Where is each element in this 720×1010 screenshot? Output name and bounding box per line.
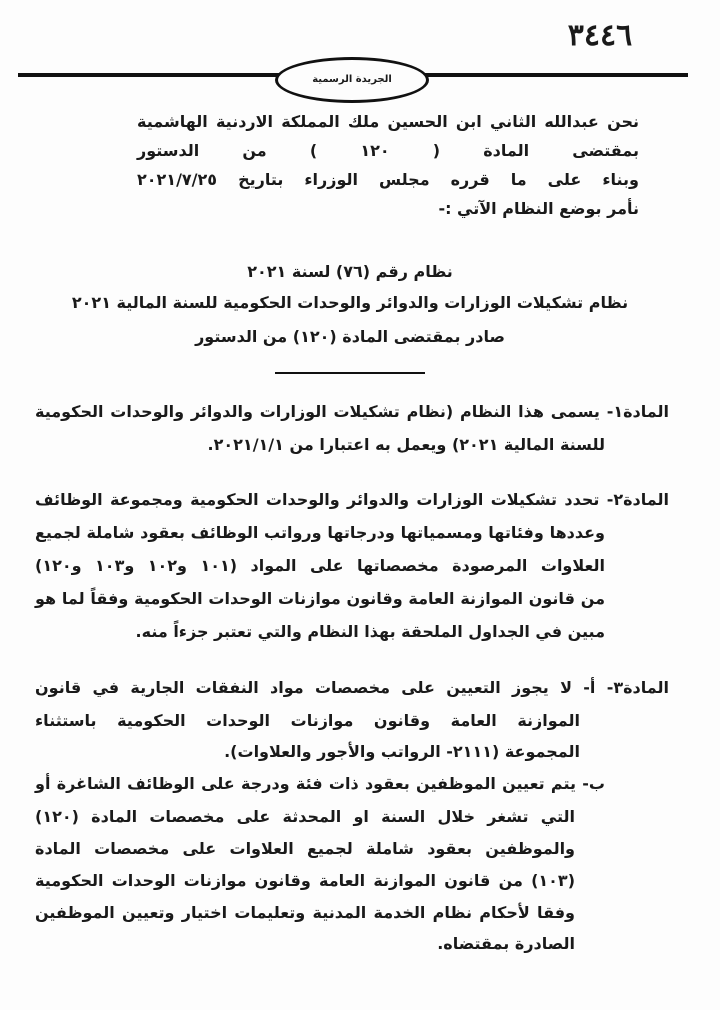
article-line: وفقا لأحكام نظام الخدمة المدنية وتعليمات اختيار وتعيين الموظفين: [35, 903, 575, 922]
preamble-line: وبناء على ما قرره مجلس الوزراء بتاريخ ٢٠٢١/٧/٢٥: [137, 170, 639, 189]
article-line: الموازنة العامة وقانون موازنات الوحدات الحكومية باستثناء: [35, 711, 580, 730]
article-line: العلاوات المرصودة مخصصاتها على المواد (١٠١ و١٠٢ و١٠٣ و١٢٠): [35, 556, 606, 575]
page-number: ٣٤٤٦: [567, 18, 633, 53]
gazette-label: الجريدة الرسمية: [275, 57, 429, 103]
preamble-line: بمقتضى المادة ( ١٢٠ ) من الدستور: [137, 141, 640, 160]
article-line: (١٠٣) من قانون الموازنة العامة وقانون موازنات الوحدات الحكومية: [35, 871, 575, 890]
article-line: المادة٢- تحدد تشكيلات الوزارات والدوائر والوحدات الحكومية ومجموعة الوظائف: [35, 490, 669, 509]
article-line: المادة٣- أ- لا يجوز التعيين على مخصصات مواد النفقات الجارية في قانون: [35, 678, 669, 697]
article-line: والموظفين بعقود شاملة لجميع العلاوات على مخصصات المادة: [35, 839, 575, 858]
article-line: المجموعة (٢١١١- الرواتب والأجور والعلاوات).: [224, 742, 580, 761]
article-line: للسنة المالية ٢٠٢١) ويعمل به اعتبارا من ٢٠٢١/١/١.: [207, 435, 605, 454]
preamble-line: نحن عبدالله الثاني ابن الحسين ملك المملكة الاردنية الهاشمية: [137, 112, 639, 131]
article-line: وعددها وفئاتها ومسمياتها ودرجاتها ورواتب الوظائف بعقود شاملة لجميع: [35, 523, 605, 542]
article-line: مبين في الجداول الملحقة بهذا النظام والتي تعتبر جزءاً منه.: [135, 622, 605, 641]
article-line: الصادرة بمقتضاه.: [437, 934, 575, 953]
article-line: التي تشغر خلال السنة او المحدثة على مخصصات المادة (١٢٠): [35, 807, 575, 826]
regulation-number: نظام رقم (٧٦) لسنة ٢٠٢١: [247, 262, 453, 281]
article-line: المادة١- يسمى هذا النظام (نظام تشكيلات الوزارات والدوائر والوحدات الحكومية: [35, 402, 669, 421]
regulation-title: نظام تشكيلات الوزارات والدوائر والوحدات الحكومية للسنة المالية ٢٠٢١: [71, 293, 629, 312]
article-line: من قانون الموازنة العامة وقانون موازنات الوحدات الحكومية وفقاً لما هو: [35, 589, 605, 608]
preamble-line: نأمر بوضع النظام الآتي :-: [438, 199, 639, 218]
regulation-authority: صادر بمقتضى المادة (١٢٠) من الدستور: [195, 327, 505, 346]
article-line: ب- يتم تعيين الموظفين بعقود ذات فئة ودرجة على الوظائف الشاغرة أو: [35, 774, 605, 793]
title-divider: [275, 372, 425, 374]
